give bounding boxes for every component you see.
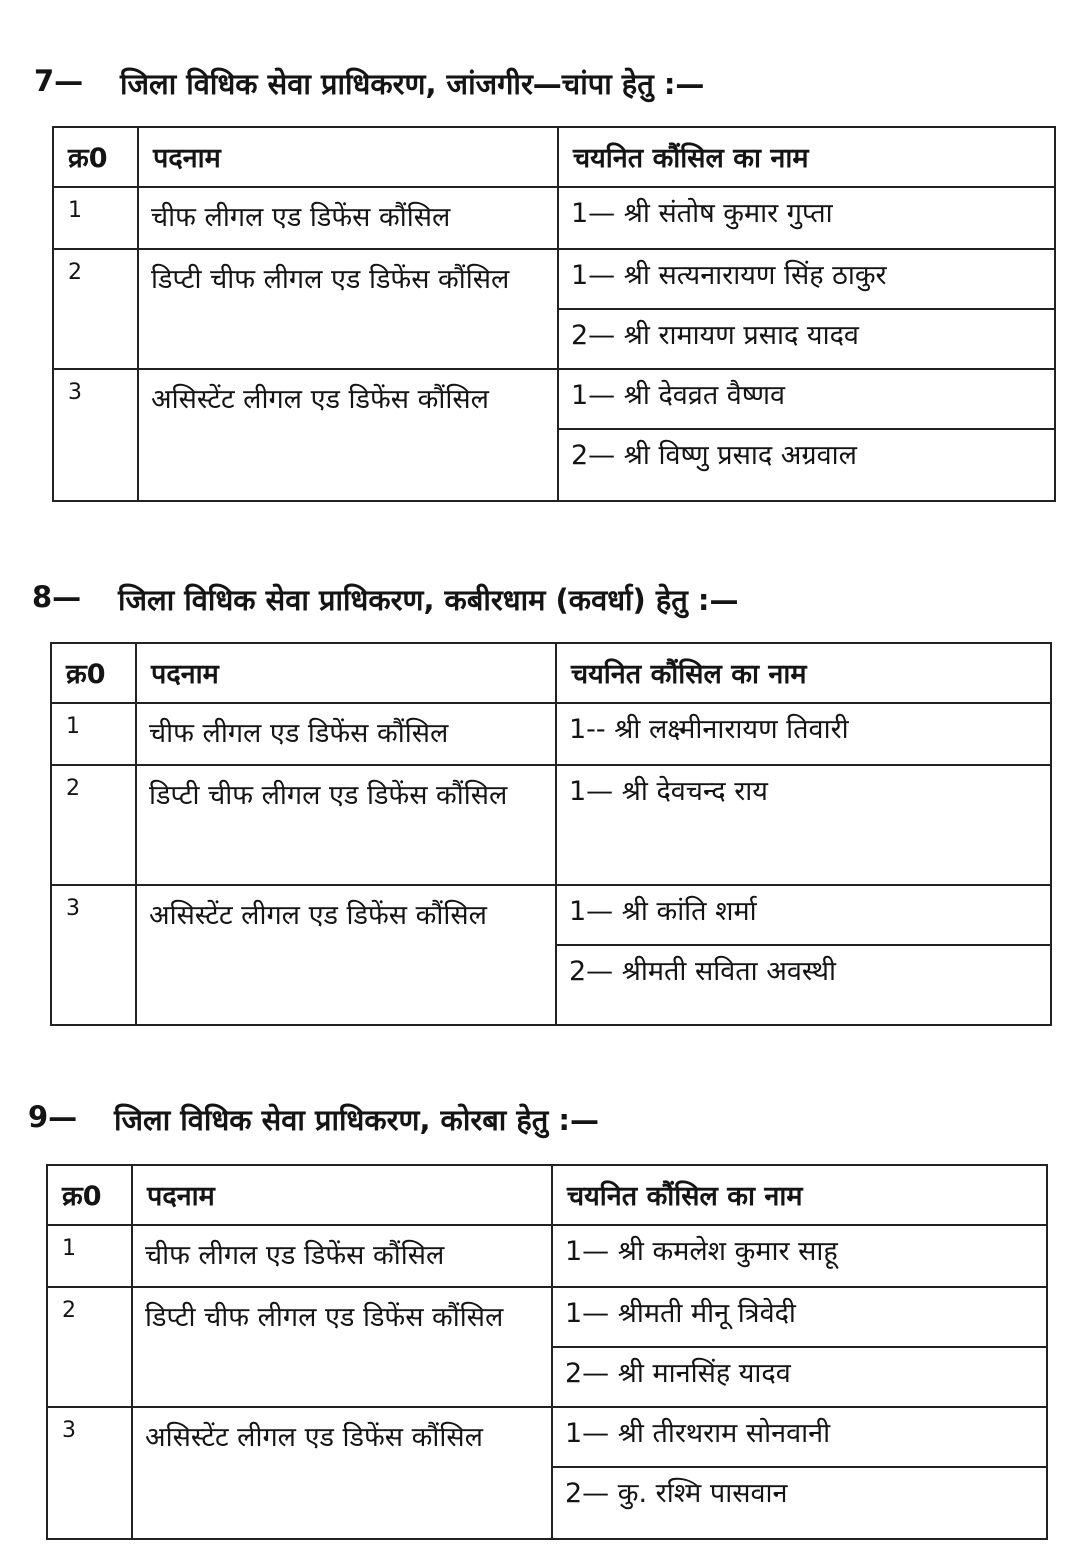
section-heading xyxy=(32,572,1052,622)
header-counsel-name: चयनित कौंसिल का नाम xyxy=(556,643,1051,703)
table-header-row xyxy=(53,127,1055,187)
section-8 xyxy=(32,572,1052,622)
header-serial: क्र0 xyxy=(51,643,136,703)
counsel-table-9 xyxy=(46,1164,1048,1540)
counsel-name: 1— श्री सत्यनारायण सिंह ठाकुर xyxy=(571,260,887,291)
section-title: जिला विधिक सेवा प्राधिकरण, कोरबा हेतु :— xyxy=(114,1103,599,1137)
section-number: 9— xyxy=(28,1100,78,1134)
table-row xyxy=(51,703,1051,765)
row-serial: 2 xyxy=(68,260,82,285)
row-post: असिस्टेंट लीगल एड डिफेंस कौंसिल xyxy=(145,1422,483,1453)
counsel-name: 1— श्री संतोष कुमार गुप्ता xyxy=(571,198,833,229)
counsel-name: 2— श्रीमती सविता अवस्थी xyxy=(557,944,1050,1004)
section-7 xyxy=(34,56,1054,106)
row-post: चीफ लीगल एड डिफेंस कौंसिल xyxy=(149,718,449,749)
section-title: जिला विधिक सेवा प्राधिकरण, कबीरधाम (कवर्धा) हेतु :— xyxy=(118,583,739,617)
table-row xyxy=(53,249,1055,369)
row-post: असिस्टेंट लीगल एड डिफेंस कौंसिल xyxy=(149,900,487,931)
header-counsel-name: चयनित कौंसिल का नाम xyxy=(558,127,1055,187)
row-serial: 1 xyxy=(68,198,82,223)
section-9 xyxy=(28,1092,1048,1142)
header-post: पदनाम xyxy=(136,643,556,703)
row-serial: 3 xyxy=(62,1418,76,1443)
row-serial: 3 xyxy=(68,380,82,405)
counsel-table-7 xyxy=(52,126,1056,502)
row-post: डिप्टी चीफ लीगल एड डिफेंस कौंसिल xyxy=(151,264,510,295)
table-row xyxy=(53,187,1055,249)
header-post: पदनाम xyxy=(132,1165,552,1225)
table-header-row xyxy=(51,643,1051,703)
header-post: पदनाम xyxy=(138,127,558,187)
row-post: चीफ लीगल एड डिफेंस कौंसिल xyxy=(145,1240,445,1271)
section-number: 8— xyxy=(32,580,82,614)
row-serial: 2 xyxy=(62,1298,76,1323)
table-header-row xyxy=(47,1165,1047,1225)
counsel-name: 1-- श्री लक्ष्मीनारायण तिवारी xyxy=(569,714,849,745)
header-counsel-name: चयनित कौंसिल का नाम xyxy=(552,1165,1047,1225)
counsel-table-8 xyxy=(50,642,1052,1026)
counsel-name: 1— श्री देवचन्द राय xyxy=(569,776,768,807)
counsel-name: 1— श्रीमती मीनू त्रिवेदी xyxy=(565,1298,796,1329)
row-post: असिस्टेंट लीगल एड डिफेंस कौंसिल xyxy=(151,384,489,415)
row-serial: 1 xyxy=(62,1236,76,1261)
row-post: डिप्टी चीफ लीगल एड डिफेंस कौंसिल xyxy=(149,780,508,811)
table-row xyxy=(47,1407,1047,1539)
counsel-name: 2— कु. रश्मि पासवान xyxy=(553,1466,1046,1526)
table-row xyxy=(51,765,1051,885)
counsel-name: 1— श्री देवव्रत वैष्णव xyxy=(571,380,786,411)
header-serial: क्र0 xyxy=(53,127,138,187)
header-serial: क्र0 xyxy=(47,1165,132,1225)
row-serial: 1 xyxy=(66,714,80,739)
section-title: जिला विधिक सेवा प्राधिकरण, जांजगीर—चांपा हेतु :— xyxy=(120,67,705,101)
section-heading xyxy=(34,56,1054,106)
row-post: डिप्टी चीफ लीगल एड डिफेंस कौंसिल xyxy=(145,1302,504,1333)
section-heading xyxy=(28,1092,1048,1142)
row-serial: 3 xyxy=(66,896,80,921)
section-number: 7— xyxy=(34,64,84,98)
table-row xyxy=(53,369,1055,501)
counsel-name: 1— श्री कमलेश कुमार साहू xyxy=(565,1236,838,1267)
counsel-name: 1— श्री कांति शर्मा xyxy=(569,896,757,927)
counsel-name: 2— श्री मानसिंह यादव xyxy=(553,1346,1046,1406)
table-row xyxy=(47,1287,1047,1407)
row-post: चीफ लीगल एड डिफेंस कौंसिल xyxy=(151,202,451,233)
counsel-name: 2— श्री विष्णु प्रसाद अग्रवाल xyxy=(559,428,1054,488)
table-row xyxy=(51,885,1051,1025)
counsel-name: 1— श्री तीरथराम सोनवानी xyxy=(565,1418,831,1449)
row-serial: 2 xyxy=(66,776,80,801)
counsel-name: 2— श्री रामायण प्रसाद यादव xyxy=(559,308,1054,368)
table-row xyxy=(47,1225,1047,1287)
